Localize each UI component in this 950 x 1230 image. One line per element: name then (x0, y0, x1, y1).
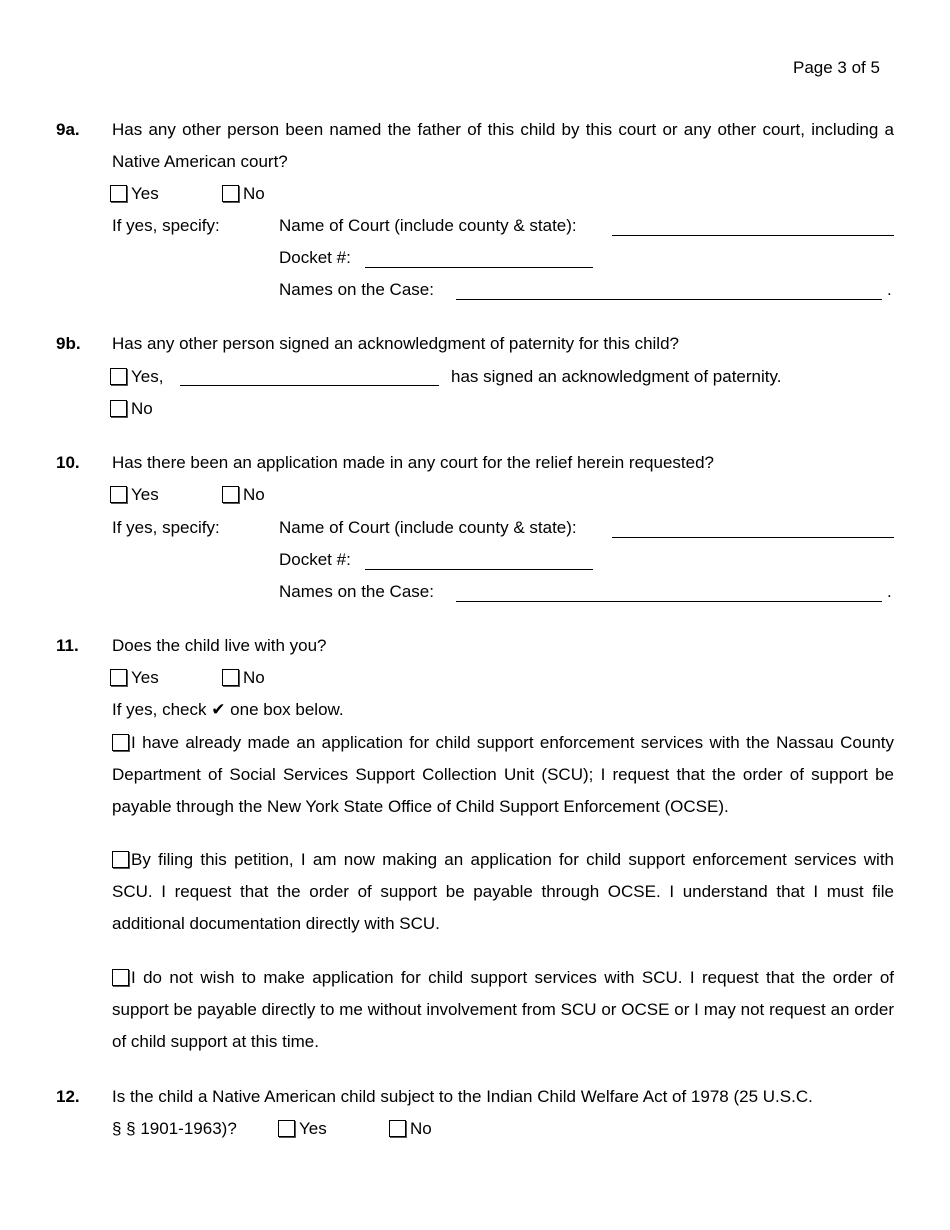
q11-option3-text: I do not wish to make application for child support services with SCU. I request that the order of support be payable directly to me without involvement from SCU or OCSE or I may not request an order of child support at this time. (112, 968, 894, 1051)
q9a-docket-label: Docket #: (279, 248, 351, 267)
q10-court-field[interactable] (612, 537, 894, 538)
q9b-yes-label: Yes, (131, 367, 164, 386)
q9a-yes-checkbox[interactable] (110, 185, 127, 202)
q10-yes-checkbox[interactable] (110, 486, 127, 503)
q12-no-checkbox[interactable] (389, 1120, 406, 1137)
q10-number: 10. (56, 453, 80, 472)
q9a-no-label: No (243, 184, 265, 203)
q11-number: 11. (56, 636, 79, 655)
q10-period: . (887, 582, 892, 601)
q9a-names-field[interactable] (456, 299, 882, 300)
q9a-court-field[interactable] (612, 235, 894, 236)
q11-option2-checkbox[interactable] (112, 851, 129, 868)
q12-number: 12. (56, 1087, 80, 1106)
q9a-court-label: Name of Court (include county & state): (279, 216, 577, 235)
q11-no-label: No (243, 668, 265, 687)
q11-option1 (112, 727, 894, 823)
q11-instruction: If yes, check ✔ one box below. (112, 700, 344, 719)
q12-yes-label: Yes (299, 1119, 327, 1138)
q9b-ack-text: has signed an acknowledgment of paternity. (451, 367, 782, 386)
page-number: Page 3 of 5 (793, 58, 880, 77)
q10-no-checkbox[interactable] (222, 486, 239, 503)
q11-option1-text: I have already made an application for child support enforcement services with the Nassau County Department of Social Services Support Collection Unit (SCU); I request that the order of support be payable through the New York State Office of Child Support Enforcement (OCSE). (112, 733, 894, 816)
q11-yes-checkbox[interactable] (110, 669, 127, 686)
q9a-names-label: Names on the Case: (279, 280, 434, 299)
q12-question-line2: § § 1901-1963)? (112, 1119, 237, 1138)
q12-question-line1: Is the child a Native American child subject to the Indian Child Welfare Act of 1978 (25 U.S.C. (112, 1087, 813, 1106)
q11-option3-checkbox[interactable] (112, 969, 129, 986)
q10-names-field[interactable] (456, 601, 882, 602)
q9a-question: Has any other person been named the father of this child by this court or any other court, including a Native American court? (112, 120, 894, 171)
q9a-if-yes-label: If yes, specify: (112, 216, 220, 235)
q9a-docket-field[interactable] (365, 267, 593, 268)
q10-if-yes-label: If yes, specify: (112, 518, 220, 537)
q10-question: Has there been an application made in any court for the relief herein requested? (112, 453, 714, 472)
q9b-question: Has any other person signed an acknowledgment of paternity for this child? (112, 334, 679, 353)
q10-yes-label: Yes (131, 485, 159, 504)
q11-question: Does the child live with you? (112, 636, 327, 655)
q9a-period: . (887, 280, 892, 299)
q9b-number: 9b. (56, 334, 81, 353)
q11-option1-checkbox[interactable] (112, 734, 129, 751)
q10-docket-label: Docket #: (279, 550, 351, 569)
q11-no-checkbox[interactable] (222, 669, 239, 686)
q9a-yes-label: Yes (131, 184, 159, 203)
q9b-name-field[interactable] (180, 385, 439, 386)
q9a-no-checkbox[interactable] (222, 185, 239, 202)
q12-yes-checkbox[interactable] (278, 1120, 295, 1137)
q9a-number: 9a. (56, 120, 80, 139)
q10-no-label: No (243, 485, 265, 504)
q11-option2 (112, 844, 894, 940)
q9b-yes-checkbox[interactable] (110, 368, 127, 385)
q9b-no-checkbox[interactable] (110, 400, 127, 417)
q10-court-label: Name of Court (include county & state): (279, 518, 577, 537)
q11-option3 (112, 962, 894, 1058)
q9b-no-label: No (131, 399, 153, 418)
q12-no-label: No (410, 1119, 432, 1138)
q10-names-label: Names on the Case: (279, 582, 434, 601)
q11-option2-text: By filing this petition, I am now making an application for child support enforcement services with SCU. I request that the order of support be payable through OCSE. I understand that I must file additional documentation directly with SCU. (112, 850, 894, 933)
q11-yes-label: Yes (131, 668, 159, 687)
q10-docket-field[interactable] (365, 569, 593, 570)
